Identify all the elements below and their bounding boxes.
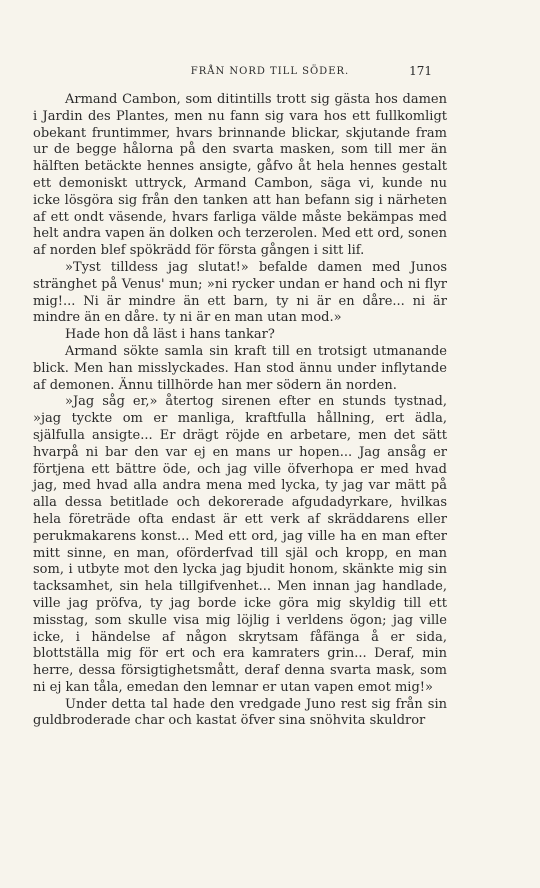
paragraph: »Tyst tilldess jag slutat!» befalde damen med Junos stränghet på Venus' mun; »ni rycker undan er hand och ni flyr mig!... Ni är mindre än ett barn, ty ni är en dåre... ni är mindre än en dåre. ty ni är en man utan mod.» [33, 259, 447, 326]
body-text [33, 92, 447, 730]
paragraph: Armand sökte samla sin kraft till en trotsigt utmanande blick. Men han misslyckades. Han stod ännu under inflytande af demonen. Ännu tillhörde han mer södern än norden. [33, 343, 447, 393]
paragraph: Armand Cambon, som ditintills trott sig gästa hos damen i Jardin des Plantes, men nu fann sig vara hos ett fullkomligt obekant fruntimmer, hvars brinnande blickar, skjutande fram ur de begge hålorna på den svarta masken, som till mer än hälften betäckte hennes ansigte, gåfvo åt hela hennes gestalt ett demoniskt uttryck, Armand Cambon, säga vi, kunde nu icke lösgöra sig från den tanken att han befann sig i närheten af ett ondt väsende, hvars farliga välde måste bekämpas med helt andra vapen än dolken och terzerolen. Med ett ord, sonen af norden blef spökrädd för första gången i sitt lif. [33, 92, 447, 259]
paragraph: Under detta tal hade den vredgade Juno rest sig från sin guldbroderade char och kastat öfver sina snöhvita skuldror [33, 696, 447, 729]
paragraph: »Jag såg er,» återtog sirenen efter en stunds tystnad, »jag tyckte om er manliga, kraftfulla hållning, ert ädla, själfulla ansigte... Er drägt röjde en arbetare, men det sätt hvarpå ni bar den var ej en mans ur hopen... Jag ansåg er förtjena ett bättre öde, och jag ville öfverhopa er med hvad jag, med hvad alla andra mena med lycka, ty jag var mätt på alla dessa betitlade och dekorerade afgudadyrkare, hvilkas hela företräde ofta endast är ett verk af skräddarens eller perukmakarens konst... Med ett ord, jag ville ha en man efter mitt sinne, en man, oförderfvad till själ och kropp, en man som, i utbyte mot den lycka jag bjudit honom, skänkte mig sin tacksamhet, sin hela tillgifvenhet... Men innan jag handlade, ville jag pröfva, ty jag borde icke göra mig skyldig till ett misstag, som skulle visa mig löjlig i verldens ögon; jag ville icke, i händelse af någon skrytsam fåfänga å er sida, blottställa mig för ert och era kamraters grin... Deraf, min herre, dessa försigtighetsmått, deraf denna svarta mask, som ni ej kan tåla, emedan den lemnar er utan vapen emot mig!» [33, 394, 447, 695]
paragraph: Hade hon då läst i hans tankar? [65, 327, 275, 343]
page-number: 171 [409, 64, 432, 78]
chapter-title: FRÅN NORD TILL SÖDER. [190, 66, 350, 77]
running-head [0, 66, 540, 82]
